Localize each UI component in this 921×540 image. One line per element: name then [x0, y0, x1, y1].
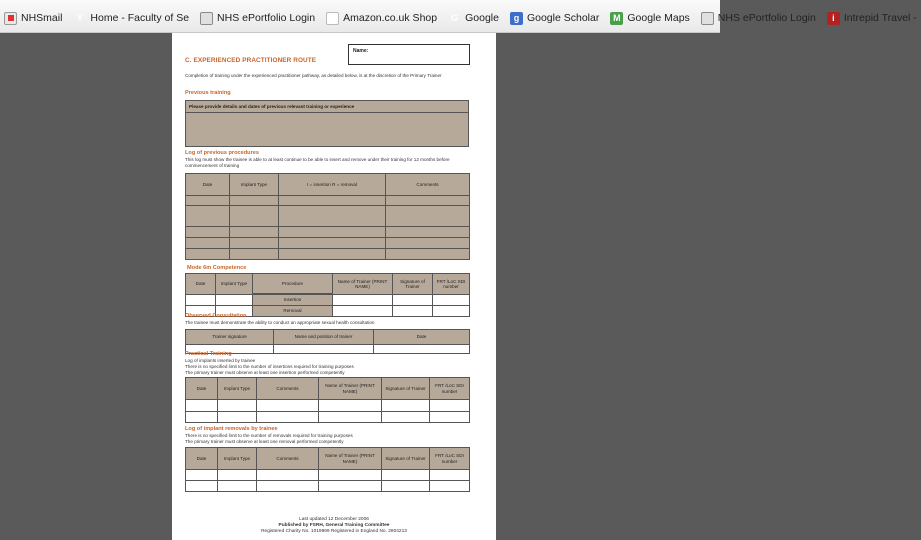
mode-procedure-removal: Removal	[253, 306, 333, 317]
previous-training-table	[185, 100, 469, 147]
bookmark-google-scholar[interactable]	[506, 8, 603, 28]
amazon-icon: a	[326, 12, 339, 25]
footer-registered: Registered Charity No. 1019969 Registered in England No. 2804213	[261, 529, 407, 535]
table-row	[186, 196, 470, 206]
practical-header-date: Date	[186, 378, 218, 400]
bookmark-intrepid[interactable]	[823, 8, 921, 28]
faculty-icon: Y	[76, 13, 83, 23]
table-row	[186, 400, 470, 412]
table-row	[186, 412, 470, 423]
bookmark-nhsmail[interactable]	[0, 8, 66, 28]
mode-header-date: Date	[186, 274, 216, 295]
nhs-icon	[200, 12, 213, 25]
removals-heading: Log of implant removals by trainee	[185, 426, 278, 432]
practical-header-type: Implant Type	[218, 378, 257, 400]
removals-header-type: Implant Type	[218, 448, 257, 470]
removals-header-signature: Signature of Trainer	[382, 448, 430, 470]
table-row	[186, 238, 470, 249]
counsel-header-signature: Trainer signature	[186, 330, 274, 345]
footer-published: Published by FSRH, General Training Committee	[278, 523, 390, 529]
practical-header-trainer: Name of Trainer (PRINT NAME)	[319, 378, 382, 400]
table-row	[186, 227, 470, 238]
mode-header-sdi: FRT /LoC SDI number	[433, 274, 470, 295]
mode-table	[185, 273, 470, 317]
removals-header-sdi: FRT /LoC SDI number	[430, 448, 470, 470]
table-row	[186, 295, 470, 306]
table-row	[186, 481, 470, 492]
removals-line: The primary trainer must observe at least one removal performed competently	[185, 438, 344, 444]
bookmark-nhs-eportfolio[interactable]	[196, 8, 319, 28]
name-label: Name:	[353, 48, 369, 54]
log-header-comments: Comments	[386, 174, 470, 196]
bookmark-label: Home - Faculty of Se	[90, 12, 190, 24]
mail-icon	[4, 12, 17, 25]
counsel-header-name: Name and position of trainer	[274, 330, 374, 345]
footer-updated: Last updated 12 December 2006	[299, 517, 369, 522]
removals-header-trainer: Name of Trainer (PRINT NAME)	[319, 448, 382, 470]
page-title: C. EXPERIENCED PRACTITIONER ROUTE	[185, 57, 317, 64]
table-row	[186, 249, 470, 260]
practical-header-signature: Signature of Trainer	[382, 378, 430, 400]
log-header-insertion: I = insertion R = removal	[279, 174, 386, 196]
google-icon: G	[451, 13, 459, 23]
scholar-icon: g	[510, 12, 523, 25]
practical-heading: Practical Training	[185, 351, 232, 357]
bookmark-label: Google Maps	[627, 12, 690, 24]
bookmark-label: Intrepid Travel -	[843, 12, 917, 24]
intrepid-icon: i	[827, 12, 840, 25]
bookmark-google[interactable]	[444, 8, 503, 28]
bookmark-label: Google	[465, 12, 499, 24]
bookmark-label: NHS ePortfolio Login	[717, 12, 816, 24]
practical-header-comments: Comments	[257, 378, 319, 400]
bookmark-amazon[interactable]	[322, 8, 441, 28]
intro-text: Completion of training under the experienced practitioner pathway, as detailed below, is at the discretion of the Primary Trainer	[185, 73, 442, 78]
previous-training-cell[interactable]	[186, 113, 469, 147]
mode-header-trainer: Name of Trainer (PRINT NAME)	[333, 274, 393, 295]
practical-table	[185, 377, 470, 423]
document-page	[172, 33, 496, 540]
mode-header-signature: Signature of Trainer	[393, 274, 433, 295]
bookmark-google-maps[interactable]	[606, 8, 693, 28]
previous-training-heading: Previous training	[185, 90, 231, 96]
log-heading: Log of previous procedures	[185, 150, 259, 156]
log-header-type: Implant Type	[230, 174, 279, 196]
log-header-date: Date	[186, 174, 230, 196]
practical-text	[185, 358, 465, 375]
mode-header-procedure: Procedure	[253, 274, 333, 294]
mode-procedure-insertion: Insertion	[253, 295, 333, 306]
table-row	[186, 470, 470, 481]
previous-training-header: Please provide details and dates of previous relevant training or experience	[186, 101, 469, 113]
practical-header-sdi: FRT /LoC SDI number	[430, 378, 470, 400]
removals-line: There is no specified limit to the number of removals required for training purposes	[185, 433, 353, 438]
bookmark-nhs-eportfolio-2[interactable]	[697, 8, 820, 28]
practical-line: There is no specified limit to the number of insertions required for training purposes	[185, 363, 354, 369]
practical-line: The primary trainer must observe at least one insertion performed competently	[185, 369, 345, 375]
bookmarks-bar	[0, 0, 917, 33]
mode-heading: Mode 6m Competence	[187, 265, 247, 271]
log-table	[185, 173, 470, 260]
maps-icon: M	[610, 12, 623, 25]
nhs-icon	[701, 12, 714, 25]
table-row	[186, 206, 470, 227]
mode-header-type: Implant Type	[216, 274, 253, 295]
counsel-header-date: Date	[374, 330, 470, 345]
counsel-heading: Observed Consultation	[185, 313, 247, 319]
removals-header-comments: Comments	[257, 448, 319, 470]
bookmark-label: Google Scholar	[526, 12, 600, 24]
counsel-text: The trainee must demonstrate the ability to conduct an appropriate sexual health consultation	[185, 320, 375, 325]
name-field[interactable]	[348, 44, 470, 65]
practical-line: Log of implants inserted by trainee	[185, 358, 256, 363]
document-footer	[172, 517, 496, 536]
removals-table	[185, 447, 470, 492]
bookmark-faculty[interactable]	[69, 8, 193, 28]
bookmark-label: NHS ePortfolio Login	[217, 12, 316, 24]
removals-header-date: Date	[186, 448, 218, 470]
bookmark-label: NHSmail	[21, 12, 63, 24]
log-text: This log must show the trainee is able to at least continue to be able to insert and remove under their training for 12 months before commencement of training	[185, 157, 450, 168]
bookmark-label: Amazon.co.uk Shop	[343, 12, 438, 24]
removals-text	[185, 433, 465, 445]
